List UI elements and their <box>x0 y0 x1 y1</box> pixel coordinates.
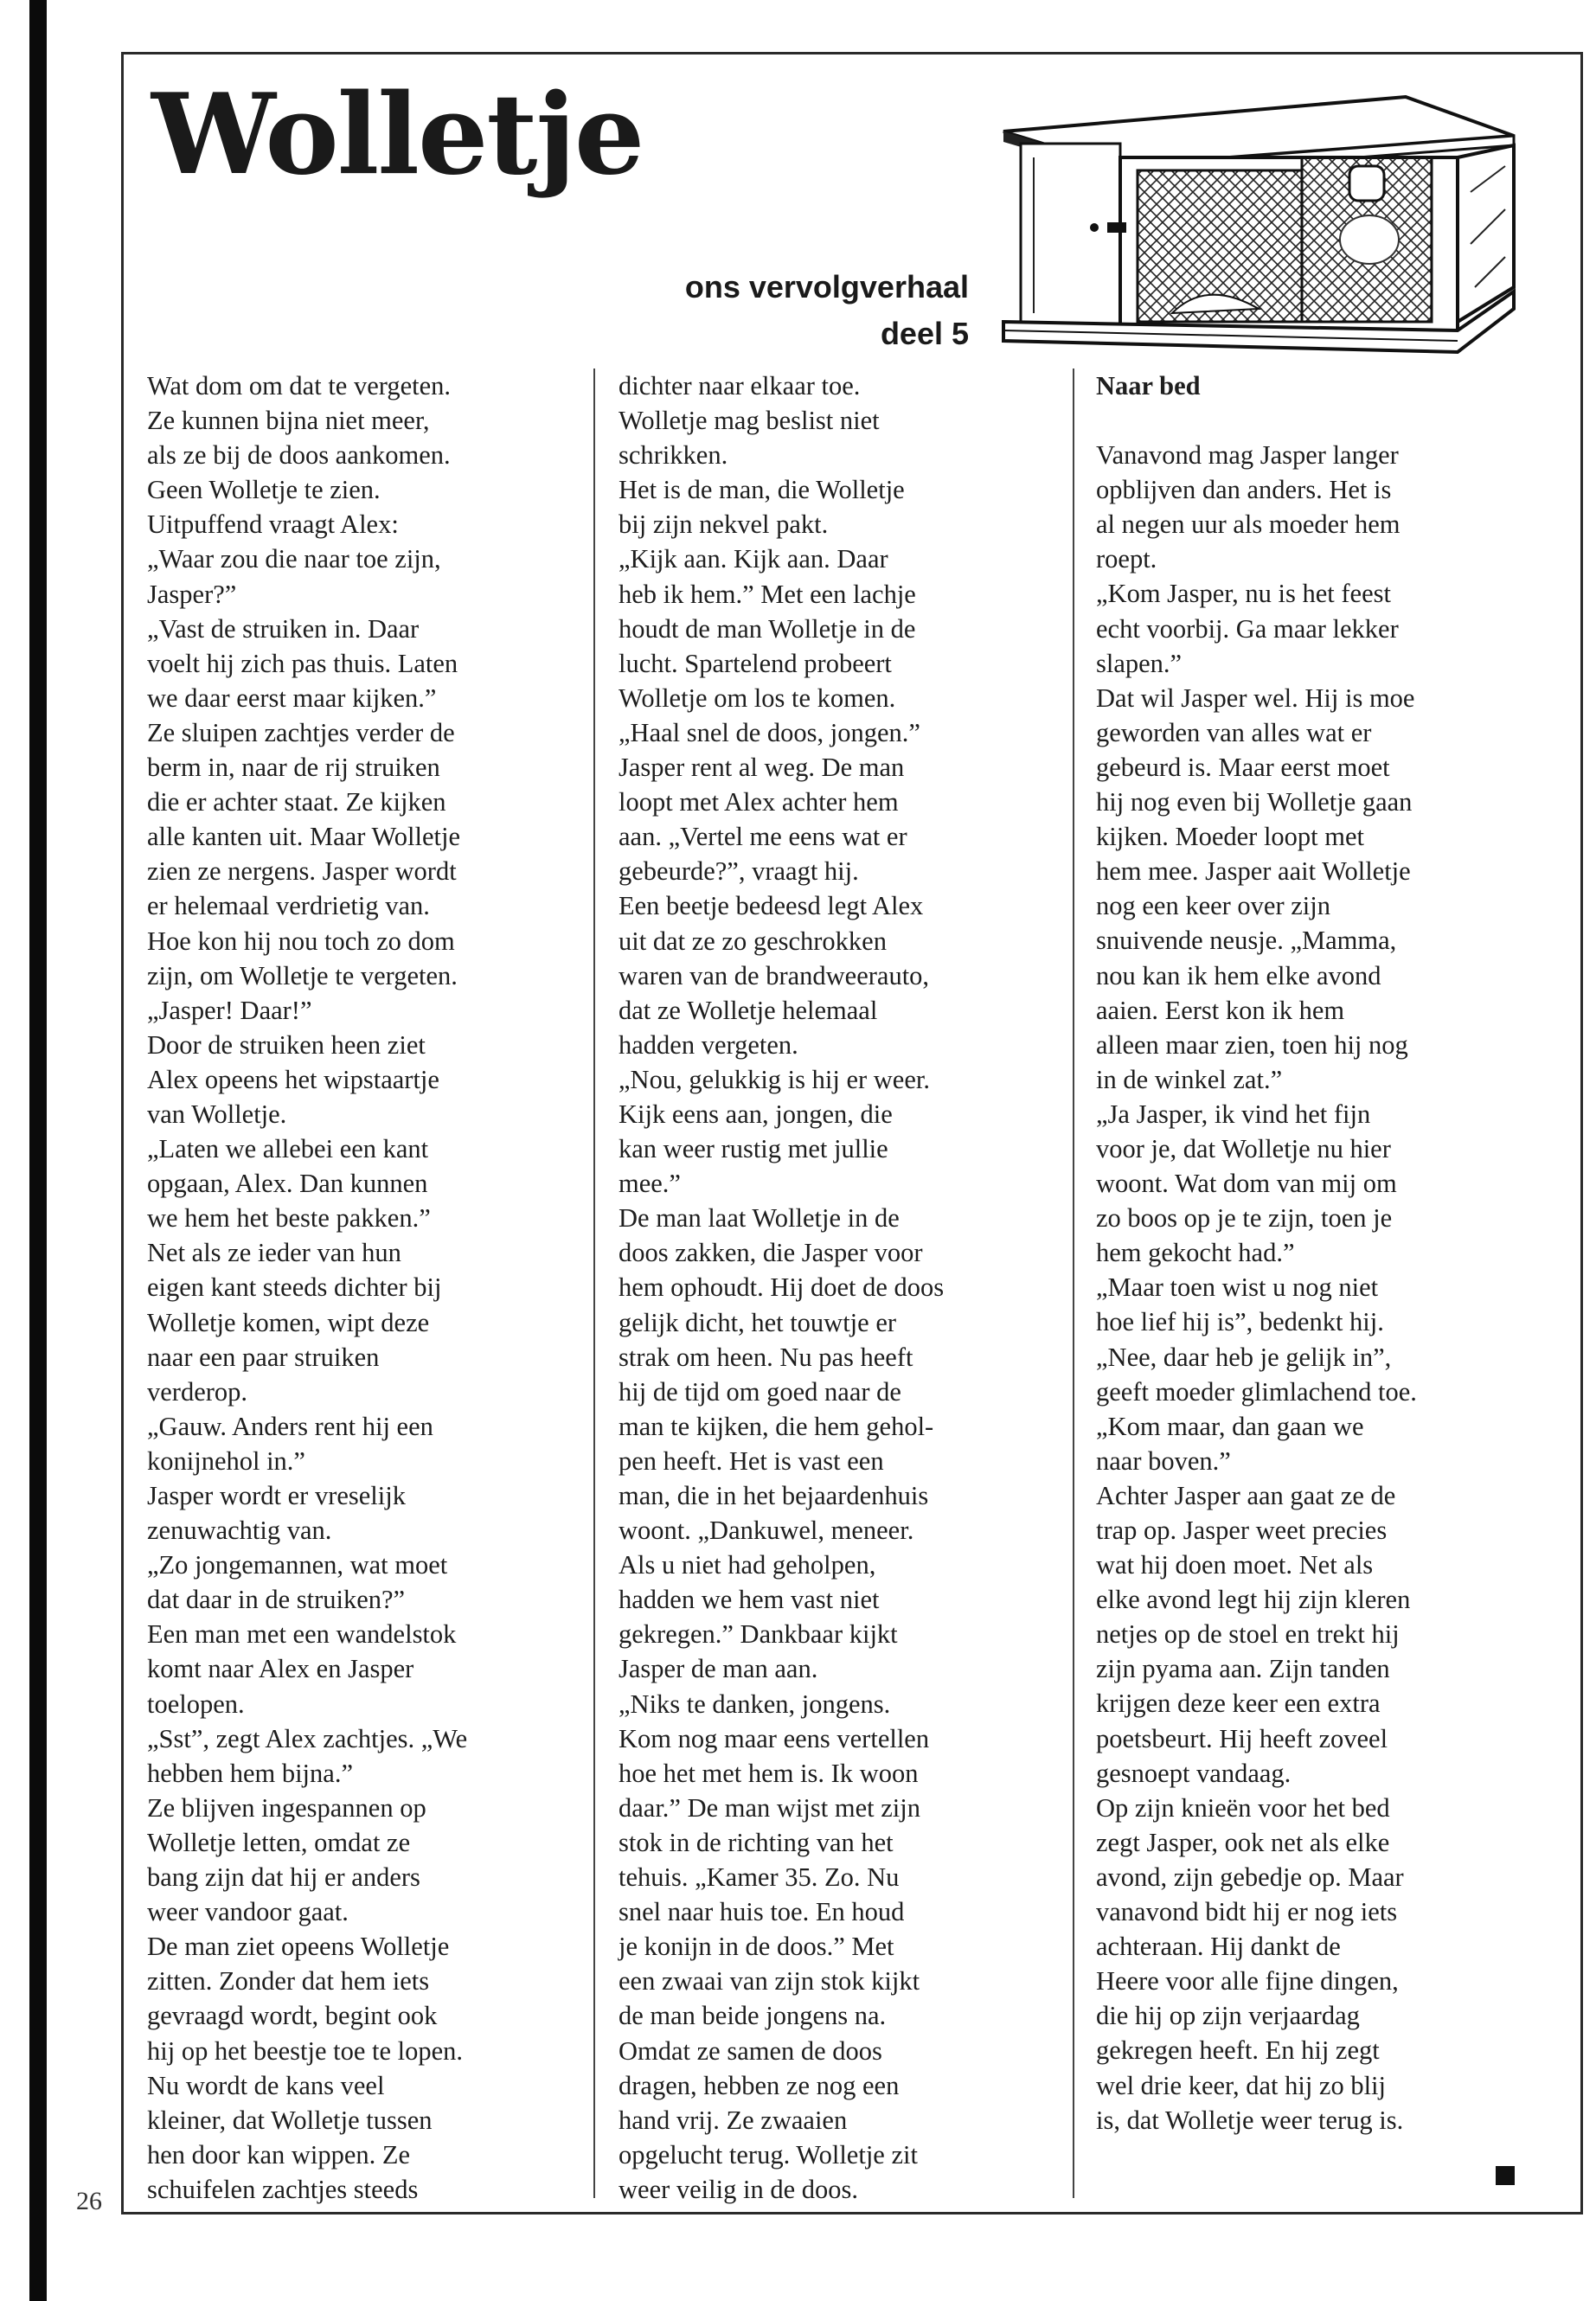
text-line: man te kijken, die hem gehol- <box>619 1411 934 1441</box>
text-line: waren van de brandweerauto, <box>619 960 930 990</box>
text-line: naar boven.” <box>1096 1445 1231 1476</box>
text-line: dat ze Wolletje helemaal <box>619 995 878 1025</box>
text-line: toelopen. <box>147 1689 245 1719</box>
text-line: aan. „Vertel me eens wat er <box>619 822 907 852</box>
text-line: Wolletje letten, omdat ze <box>147 1827 411 1857</box>
text-line: Uitpuffend vraagt Alex: <box>147 510 399 540</box>
text-line: „Vast de struiken in. Daar <box>147 613 420 644</box>
text-line: berm in, naar de rij struiken <box>147 753 440 783</box>
text-line: slapen.” <box>1096 648 1183 678</box>
text-line: weer veilig in de doos. <box>619 2174 858 2204</box>
end-of-story-marker <box>1496 2166 1515 2185</box>
text-column-2 <box>619 369 1051 2202</box>
text-line: houdt de man Wolletje in de <box>619 613 916 644</box>
text-line: we daar eerst maar kijken.” <box>147 683 437 713</box>
text-line: „Sst”, zegt Alex zachtjes. „We <box>147 1723 468 1753</box>
text-line: „Laten we allebei een kant <box>147 1134 429 1164</box>
text-line: hebben hem bijna.” <box>147 1758 353 1788</box>
text-line: Ze blijven ingespannen op <box>147 1792 426 1823</box>
text-line: Vanavond mag Jasper langer <box>1096 440 1399 471</box>
text-line: heb ik hem.” Met een lachje <box>619 579 916 609</box>
text-line: „Kom maar, dan gaan we <box>1096 1411 1364 1441</box>
text-line: schrikken. <box>619 440 728 471</box>
text-line: naar een paar struiken <box>147 1342 380 1372</box>
text-line: al negen uur als moeder hem <box>1096 510 1401 540</box>
text-line: eigen kant steeds dichter bij <box>147 1272 442 1303</box>
text-line: nou kan ik hem elke avond <box>1096 960 1381 990</box>
text-line: „Waar zou die naar toe zijn, <box>147 544 441 574</box>
text-line: avond, zijn gebedje op. Maar <box>1096 1862 1404 1892</box>
text-line: gekregen heeft. En hij zegt <box>1096 2035 1380 2066</box>
text-line: hadden vergeten. <box>619 1029 798 1060</box>
text-line: de man beide jongens na. <box>619 2001 887 2031</box>
text-line: Als u niet had geholpen, <box>619 1550 876 1580</box>
text-line: Jasper rent al weg. De man <box>619 753 905 783</box>
text-line: geeft moeder glimlachend toe. <box>1096 1376 1417 1407</box>
text-line: De man ziet opeens Wolletje <box>147 1932 450 1962</box>
text-line: Alex opeens het wipstaartje <box>147 1064 439 1094</box>
text-line: hem mee. Jasper aait Wolletje <box>1096 856 1411 887</box>
text-line: gekregen.” Dankbaar kijkt <box>619 1619 898 1650</box>
text-line: Het is de man, die Wolletje <box>619 475 905 505</box>
text-line: Een beetje bedeesd legt Alex <box>619 891 924 921</box>
text-line: er helemaal verdrietig van. <box>147 891 430 921</box>
text-line: hoe het met hem is. Ik woon <box>619 1758 919 1788</box>
rabbit-hutch-icon <box>999 71 1518 365</box>
text-line: bij zijn nekvel pakt. <box>619 510 829 540</box>
text-line: schuifelen zachtjes steeds <box>147 2174 419 2204</box>
text-line: woont. Wat dom van mij om <box>1096 1169 1397 1199</box>
section-heading: Naar bed <box>1096 371 1201 401</box>
text-line: mee.” <box>619 1169 681 1199</box>
text-line: geworden van alles wat er <box>1096 717 1372 747</box>
text-line: strak om heen. Nu pas heeft <box>619 1342 913 1372</box>
text-line: snuivende neusje. „Mamma, <box>1096 926 1397 956</box>
text-line: „Nee, daar heb je gelijk in”, <box>1096 1342 1392 1372</box>
text-column-1 <box>147 369 571 2202</box>
text-line: hadden we hem vast niet <box>619 1585 880 1615</box>
text-line: „Gauw. Anders rent hij een <box>147 1411 433 1441</box>
column-divider <box>593 369 595 2198</box>
text-line: Heere voor alle fijne dingen, <box>1096 1966 1399 1997</box>
text-line: „Haal snel de doos, jongen.” <box>619 717 920 747</box>
text-line: nog een keer over zijn <box>1096 891 1330 921</box>
text-line: Hoe kon hij nou toch zo dom <box>147 926 455 956</box>
text-line: alle kanten uit. Maar Wolletje <box>147 822 461 852</box>
text-line: dichter naar elkaar toe. <box>619 371 861 401</box>
text-line: woont. „Dankuwel, meneer. <box>619 1516 914 1546</box>
text-line: die er achter staat. Ze kijken <box>147 787 446 817</box>
text-line: „Ja Jasper, ik vind het fijn <box>1096 1099 1371 1129</box>
text-line: alleen maar zien, toen hij nog <box>1096 1029 1408 1060</box>
text-line: hij nog even bij Wolletje gaan <box>1096 787 1413 817</box>
text-line: hen door kan wippen. Ze <box>147 2139 411 2170</box>
text-line: elke avond legt hij zijn kleren <box>1096 1585 1411 1615</box>
text-line: De man laat Wolletje in de <box>619 1203 900 1234</box>
text-line: kan weer rustig met jullie <box>619 1134 888 1164</box>
text-line: netjes op de stoel en trekt hij <box>1096 1619 1400 1650</box>
text-line: Door de struiken heen ziet <box>147 1029 426 1060</box>
text-line: Wolletje om los te komen. <box>619 683 896 713</box>
text-line: „Zo jongemannen, wat moet <box>147 1550 448 1580</box>
text-line: Geen Wolletje te zien. <box>147 475 381 505</box>
text-line: stok in de richting van het <box>619 1827 894 1857</box>
text-line: Ze kunnen bijna niet meer, <box>147 406 430 436</box>
text-line: echt voorbij. Ga maar lekker <box>1096 613 1399 644</box>
text-line: aaien. Eerst kon ik hem <box>1096 995 1345 1025</box>
text-line: in de winkel zat.” <box>1096 1064 1283 1094</box>
text-line: doos zakken, die Jasper voor <box>619 1238 923 1268</box>
text-line: wat hij doen moet. Net als <box>1096 1550 1374 1580</box>
text-line: zijn, om Wolletje te vergeten. <box>147 960 458 990</box>
text-line: dat daar in de struiken?” <box>147 1585 406 1615</box>
text-line: Nu wordt de kans veel <box>147 2070 385 2100</box>
text-line: vanavond bidt hij er nog iets <box>1096 1897 1398 1927</box>
story-title: Wolletje <box>151 70 644 200</box>
text-line: tehuis. „Kamer 35. Zo. Nu <box>619 1862 900 1893</box>
text-line: Achter Jasper aan gaat ze de <box>1096 1480 1396 1510</box>
text-line: hand vrij. Ze zwaaien <box>619 2105 848 2135</box>
part-number: deel 5 <box>880 316 969 351</box>
text-line: gelijk dicht, het touwtje er <box>619 1307 897 1337</box>
text-line: hij op het beestje toe te lopen. <box>147 2035 464 2066</box>
text-line: zenuwachtig van. <box>147 1516 332 1546</box>
text-line: „Kom Jasper, nu is het feest <box>1096 579 1391 609</box>
text-line: opgelucht terug. Wolletje zit <box>619 2139 918 2170</box>
text-line: Wat dom om dat te vergeten. <box>147 371 452 401</box>
text-line: zijn pyama aan. Zijn tanden <box>1096 1654 1390 1684</box>
text-line: krijgen deze keer een extra <box>1096 1689 1381 1719</box>
text-line: achteraan. Hij dankt de <box>1096 1932 1341 1962</box>
text-line: we hem het beste pakken.” <box>147 1203 431 1234</box>
text-line: hem gekocht had.” <box>1096 1238 1295 1268</box>
text-line: gebeurde?”, vraagt hij. <box>619 856 859 887</box>
text-line: dragen, hebben ze nog een <box>619 2070 900 2100</box>
text-line: hoe lief hij is”, bedenkt hij. <box>1096 1307 1384 1337</box>
binding-edge <box>29 0 47 2301</box>
text-line: Wolletje mag beslist niet <box>619 406 880 436</box>
text-line: die hij op zijn verjaardag <box>1096 2001 1360 2031</box>
text-line: Wolletje komen, wipt deze <box>147 1307 430 1337</box>
text-line: hij de tijd om goed naar de <box>619 1376 901 1407</box>
text-line: loopt met Alex achter hem <box>619 787 899 817</box>
column-divider <box>1073 369 1074 2198</box>
text-line: uit dat ze zo geschrokken <box>619 926 887 956</box>
text-line: komt naar Alex en Jasper <box>147 1654 414 1684</box>
text-line: is, dat Wolletje weer terug is. <box>1096 2105 1404 2135</box>
text-line: „Jasper! Daar!” <box>147 995 312 1025</box>
page-number: 26 <box>76 2187 102 2215</box>
text-line: konijnehol in.” <box>147 1445 305 1476</box>
text-line: Jasper de man aan. <box>619 1654 818 1684</box>
text-line: „Niks te danken, jongens. <box>619 1689 891 1719</box>
text-line: verderop. <box>147 1376 248 1407</box>
text-line: daar.” De man wijst met zijn <box>619 1792 920 1823</box>
text-line: een zwaai van zijn stok kijkt <box>619 1966 920 1997</box>
text-line: als ze bij de doos aankomen. <box>147 440 451 471</box>
text-line: zien ze nergens. Jasper wordt <box>147 856 457 887</box>
text-line: lucht. Spartelend probeert <box>619 648 892 678</box>
text-line: voelt hij zich pas thuis. Laten <box>147 648 458 678</box>
text-line: gebeurd is. Maar eerst moet <box>1096 752 1390 782</box>
text-line: kleiner, dat Wolletje tussen <box>147 2105 433 2135</box>
text-line: kijken. Moeder loopt met <box>1096 822 1365 852</box>
text-line: zegt Jasper, ook net als elke <box>1096 1827 1390 1857</box>
text-line: wel drie keer, dat hij zo blij <box>1096 2070 1387 2100</box>
text-line: opgaan, Alex. Dan kunnen <box>147 1169 428 1199</box>
text-line: hem ophoudt. Hij doet de doos <box>619 1272 945 1303</box>
text-line: „Nou, gelukkig is hij er weer. <box>619 1064 930 1094</box>
text-line: poetsbeurt. Hij heeft zoveel <box>1096 1723 1388 1753</box>
text-line: Ze sluipen zachtjes verder de <box>147 717 455 747</box>
text-line: bang zijn dat hij er anders <box>147 1862 420 1893</box>
text-line: gevraagd wordt, begint ook <box>147 2001 438 2031</box>
text-line: „Kijk aan. Kijk aan. Daar <box>619 544 888 574</box>
text-line: snel naar huis toe. En houd <box>619 1897 905 1927</box>
text-line: voor je, dat Wolletje nu hier <box>1096 1133 1391 1163</box>
text-line: van Wolletje. <box>147 1099 287 1129</box>
text-line: Jasper wordt er vreselijk <box>147 1481 406 1510</box>
text-line: Net als ze ieder van hun <box>147 1238 401 1268</box>
text-line: Een man met een wandelstok <box>147 1619 457 1650</box>
text-line: Jasper?” <box>147 579 237 609</box>
text-line: man, die in het bejaardenhuis <box>619 1481 929 1510</box>
text-line: pen heeft. Het is vast een <box>619 1445 884 1476</box>
text-line: zitten. Zonder dat hem iets <box>147 1966 430 1997</box>
text-column-3 <box>1096 369 1529 2202</box>
subtitle-line: ons vervolgverhaal <box>684 269 969 304</box>
text-line: „Maar toen wist u nog niet <box>1096 1272 1379 1303</box>
text-line: je konijn in de doos.” Met <box>619 1932 894 1962</box>
text-line: trap op. Jasper weet precies <box>1096 1516 1388 1545</box>
text-line: Kijk eens aan, jongen, die <box>619 1099 893 1129</box>
text-line: weer vandoor gaat. <box>147 1897 349 1927</box>
text-line: Kom nog maar eens vertellen <box>619 1723 930 1753</box>
text-line: roept. <box>1096 544 1157 574</box>
series-subtitle <box>519 264 969 357</box>
text-line: Omdat ze samen de doos <box>619 2035 882 2066</box>
text-line: opblijven dan anders. Het is <box>1096 475 1392 505</box>
text-line: gesnoept vandaag. <box>1096 1758 1292 1788</box>
text-line: Dat wil Jasper wel. Hij is moe <box>1096 683 1415 713</box>
text-line: Op zijn knieën voor het bed <box>1096 1792 1390 1823</box>
text-line: zo boos op je te zijn, toen je <box>1096 1203 1393 1234</box>
